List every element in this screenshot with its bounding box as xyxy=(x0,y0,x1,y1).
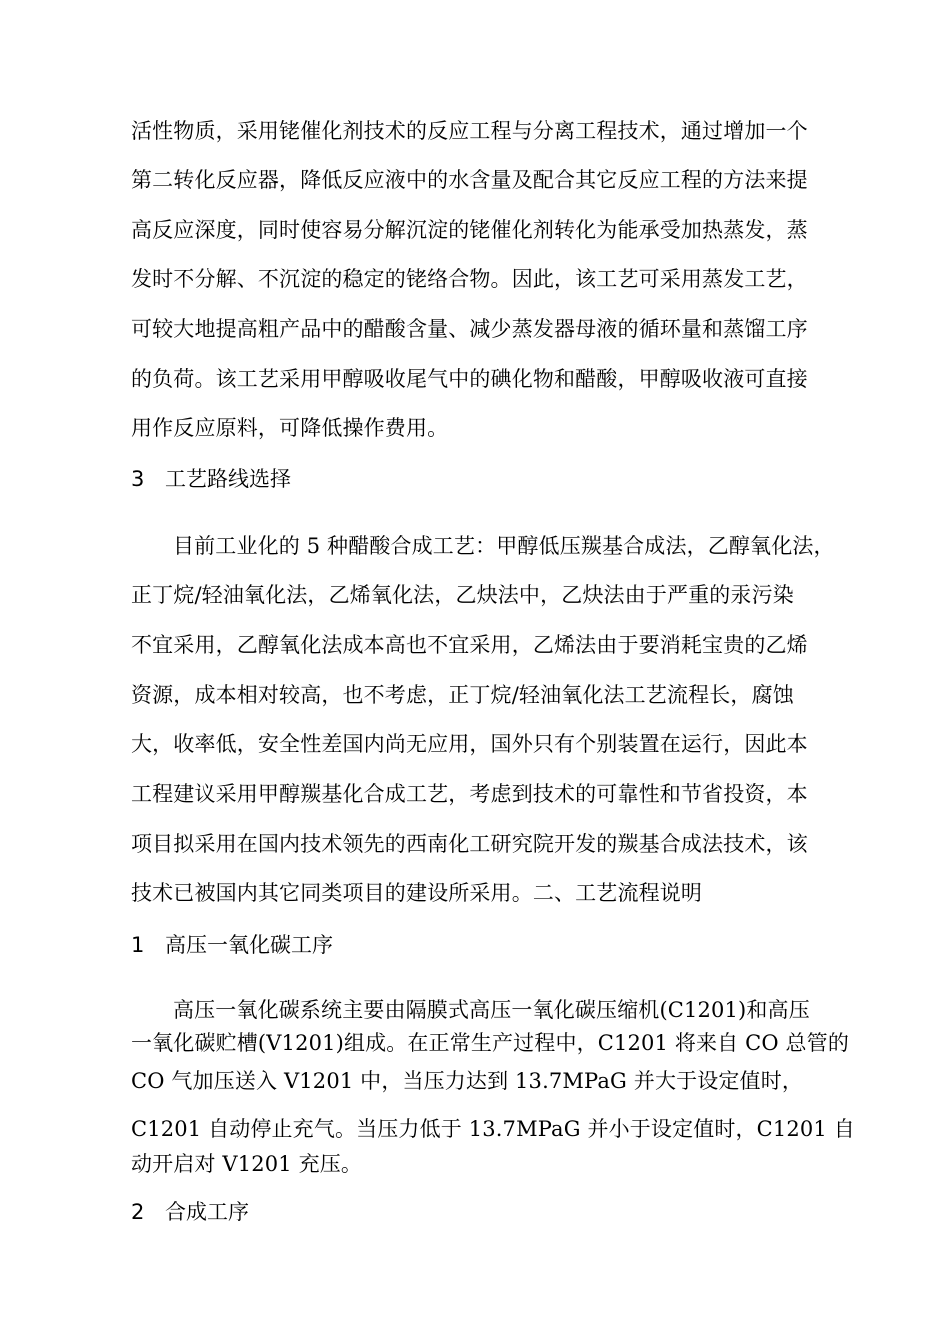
paragraph-line: 技术已被国内其它同类项目的建设所采用。二、工艺流程说明 xyxy=(131,881,703,905)
paragraph-line: CO 气加压送入 V1201 中，当压力达到 13.7MPaG 并大于设定值时， xyxy=(131,1069,804,1093)
paragraph-line: C1201 自动停止充气。当压力低于 13.7MPaG 并小于设定值时，C1201 自 xyxy=(131,1117,855,1141)
paragraph-line: 用作反应原料，可降低操作费用。 xyxy=(131,416,449,440)
paragraph-line: 可较大地提高粗产品中的醋酸含量、减少蒸发器母液的循环量和蒸馏工序 xyxy=(131,317,808,341)
section-title: 工艺路线选择 xyxy=(165,467,291,491)
paragraph-line: 目前工业化的 5 种醋酸合成工艺：甲醇低压羰基合成法，乙醇氧化法， xyxy=(173,534,835,558)
paragraph-line: 项目拟采用在国内技术领先的西南化工研究院开发的羰基合成法技术，该 xyxy=(131,832,808,856)
section-number: 1 xyxy=(131,933,145,957)
section-number: 2 xyxy=(131,1200,145,1224)
paragraph-line: 一氧化碳贮槽(V1201)组成。在正常生产过程中，C1201 将来自 CO 总管的 xyxy=(131,1031,849,1055)
paragraph-line: 大，收率低，安全性差国内尚无应用，国外只有个别装置在运行，因此本 xyxy=(131,732,808,756)
section-heading xyxy=(131,932,333,958)
paragraph-line: 发时不分解、不沉淀的稳定的铑络合物。因此，该工艺可采用蒸发工艺， xyxy=(131,267,808,291)
paragraph-line: 第二转化反应器，降低反应液中的水含量及配合其它反应工程的方法来提 xyxy=(131,168,808,192)
paragraph-line: 资源，成本相对较高，也不考虑，正丁烷/轻油氧化法工艺流程长，腐蚀 xyxy=(131,683,794,707)
section-heading xyxy=(131,466,291,492)
paragraph-line: 不宜采用，乙醇氧化法成本高也不宜采用，乙烯法由于要消耗宝贵的乙烯 xyxy=(131,633,808,657)
section-number: 3 xyxy=(131,467,145,491)
paragraph-line: 正丁烷/轻油氧化法，乙烯氧化法，乙炔法中，乙炔法由于严重的汞污染 xyxy=(131,583,794,607)
paragraph-line: 活性物质，采用铑催化剂技术的反应工程与分离工程技术，通过增加一个 xyxy=(131,119,808,143)
paragraph-line: 动开启对 V1201 充压。 xyxy=(131,1152,363,1176)
paragraph-line: 高压一氧化碳系统主要由隔膜式高压一氧化碳压缩机(C1201)和高压 xyxy=(173,998,810,1022)
paragraph-line: 工程建议采用甲醇羰基化合成工艺，考虑到技术的可靠性和节省投资，本 xyxy=(131,782,808,806)
section-title: 高压一氧化碳工序 xyxy=(165,933,333,957)
paragraph-line: 的负荷。该工艺采用甲醇吸收尾气中的碘化物和醋酸，甲醇吸收液可直接 xyxy=(131,367,808,391)
section-title: 合成工序 xyxy=(165,1200,249,1224)
section-heading xyxy=(131,1199,249,1225)
paragraph-line: 高反应深度，同时使容易分解沉淀的铑催化剂转化为能承受加热蒸发，蒸 xyxy=(131,218,808,242)
